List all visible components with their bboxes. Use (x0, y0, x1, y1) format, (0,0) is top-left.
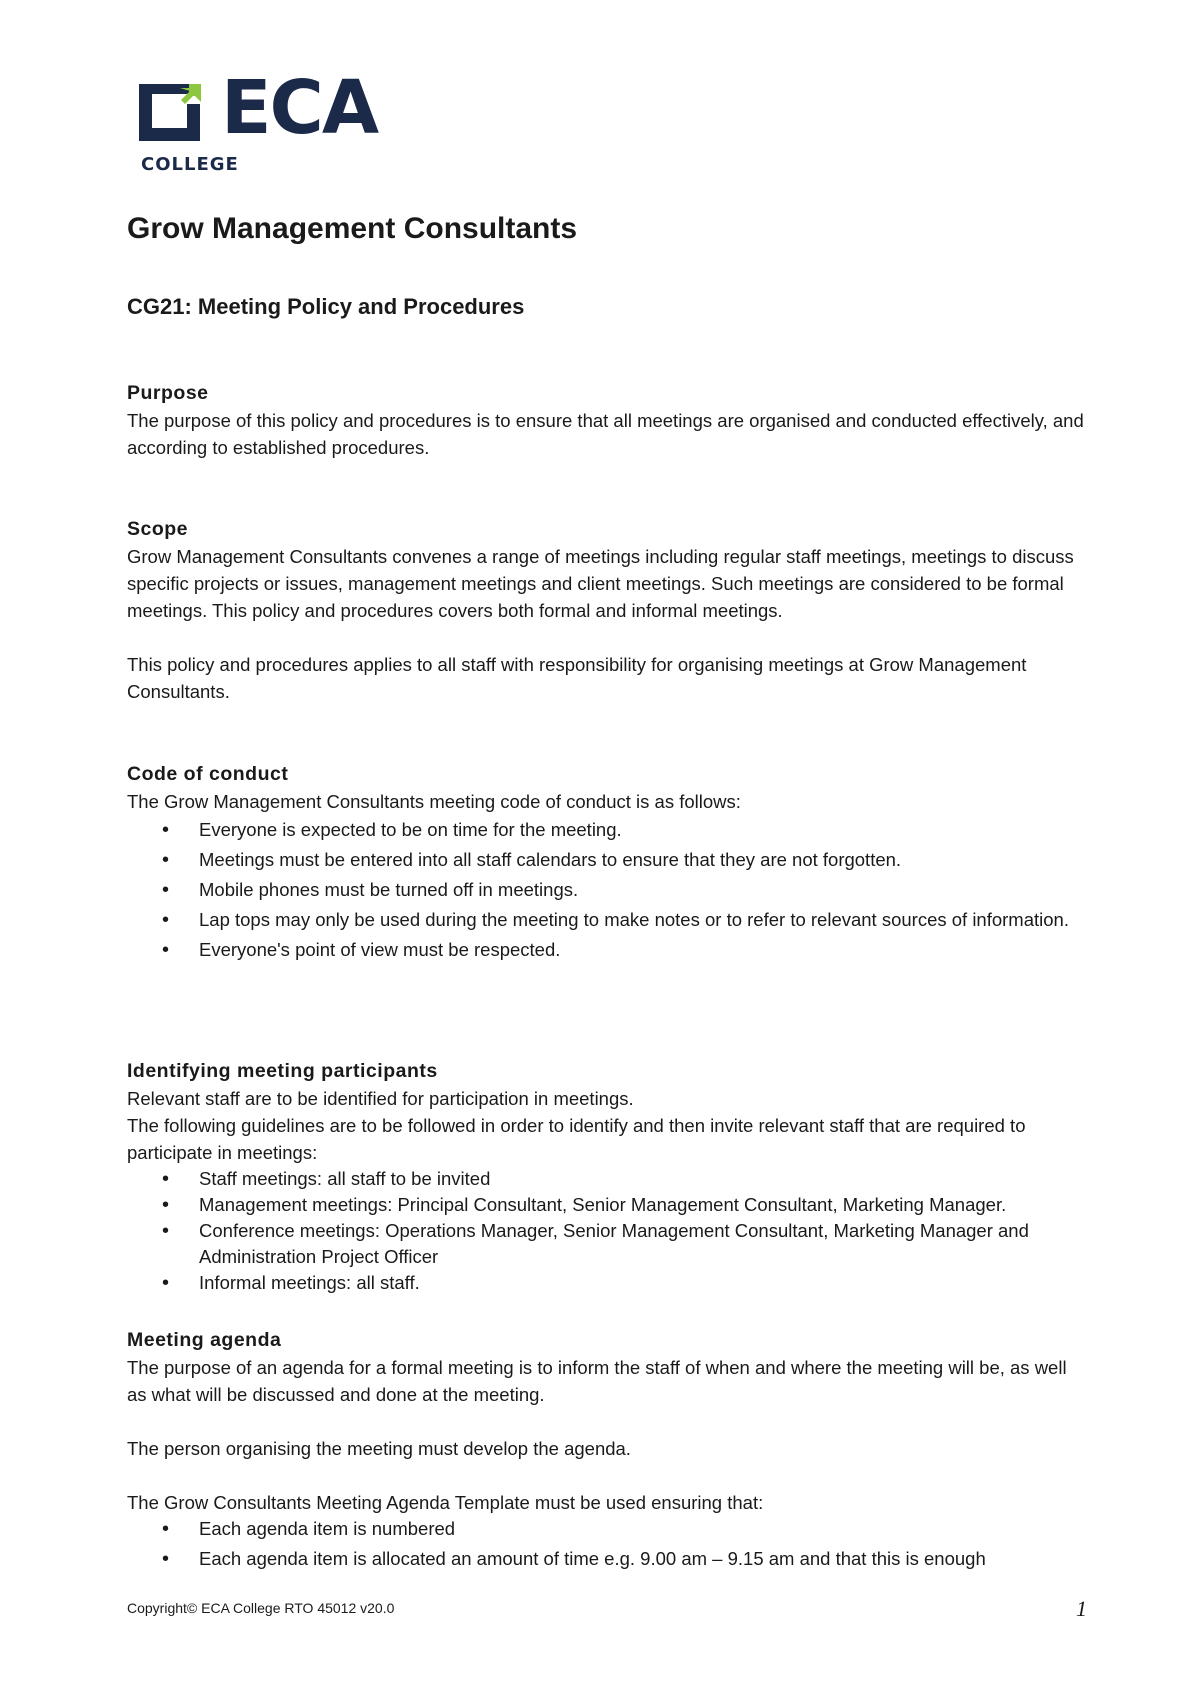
list-item: • Each agenda item is allocated an amount of time e.g. 9.00 am – 9.15 am and that this is enough (199, 1546, 1087, 1572)
list-item: • Everyone's point of view must be respected. (199, 937, 1087, 963)
agenda-paragraph: The Grow Consultants Meeting Agenda Template must be used ensuring that: (127, 1492, 764, 1513)
scope-paragraph: Grow Management Consultants convenes a range of meetings including regular staff meetings, meetings to discuss specific projects or issues, management meetings and client meetings. Such meetings are considered to be formal meetings. This policy and procedures covers both formal and informal meetings. (127, 546, 1074, 621)
list-item: • Informal meetings: all staff. (199, 1270, 1087, 1296)
page-footer (127, 1598, 1087, 1628)
conduct-heading: Code of conduct (127, 763, 289, 785)
participants-guidelines: The following guidelines are to be followed in order to identify and then invite relevant staff that are required to participate in meetings: (127, 1115, 1026, 1163)
logo-wordmark: ECA (221, 65, 378, 151)
list-item: • Lap tops may only be used during the meeting to make notes or to refer to relevant sources of information. (199, 907, 1087, 933)
conduct-intro: The Grow Management Consultants meeting code of conduct is as follows: (127, 791, 741, 812)
list-item: • Everyone is expected to be on time for the meeting. (199, 817, 1087, 843)
list-item: • Each agenda item is numbered (199, 1516, 1087, 1542)
logo-subtitle: COLLEGE (141, 154, 239, 175)
list-item: • Staff meetings: all staff to be invited (199, 1166, 1087, 1192)
scope-paragraph: This policy and procedures applies to all staff with responsibility for organising meetings at Grow Management Consultants. (127, 654, 1027, 702)
scope-section (127, 516, 1087, 705)
participants-heading: Identifying meeting participants (127, 1060, 438, 1082)
copyright-notice: Copyright© ECA College RTO 45012 v20.0 (127, 1600, 395, 1616)
scope-heading: Scope (127, 518, 189, 540)
agenda-paragraph: The purpose of an agenda for a formal meeting is to inform the staff of when and where the meeting will be, as well as what will be discussed and done at the meeting. (127, 1357, 1067, 1405)
eca-logo-mark-icon (139, 84, 201, 141)
purpose-paragraph: The purpose of this policy and procedures is to ensure that all meetings are organised and conducted effectively, and according to established procedures. (127, 410, 1084, 458)
participants-section (127, 1058, 1087, 1296)
eca-college-logo (139, 65, 399, 176)
list-item: • Management meetings: Principal Consultant, Senior Management Consultant, Marketing Manager. (199, 1192, 1087, 1218)
list-item: • Mobile phones must be turned off in meetings. (199, 877, 1087, 903)
list-item: • Conference meetings: Operations Manager, Senior Management Consultant, Marketing Manager and Administration Project Officer (199, 1218, 1087, 1270)
agenda-section (127, 1327, 1087, 1576)
list-item: • Meetings must be entered into all staff calendars to ensure that they are not forgotten. (199, 847, 1087, 873)
org-title: Grow Management Consultants (127, 212, 578, 245)
agenda-heading: Meeting agenda (127, 1329, 282, 1351)
conduct-section (127, 761, 1087, 967)
conduct-list (127, 817, 1087, 963)
participants-intro: Relevant staff are to be identified for participation in meetings. (127, 1088, 634, 1109)
participants-list (127, 1166, 1087, 1296)
agenda-list (127, 1516, 1087, 1572)
agenda-paragraph: The person organising the meeting must develop the agenda. (127, 1438, 631, 1459)
purpose-section (127, 380, 1087, 461)
page-number: 1 (1076, 1596, 1087, 1621)
purpose-heading: Purpose (127, 382, 209, 404)
document-title: CG21: Meeting Policy and Procedures (127, 294, 525, 319)
